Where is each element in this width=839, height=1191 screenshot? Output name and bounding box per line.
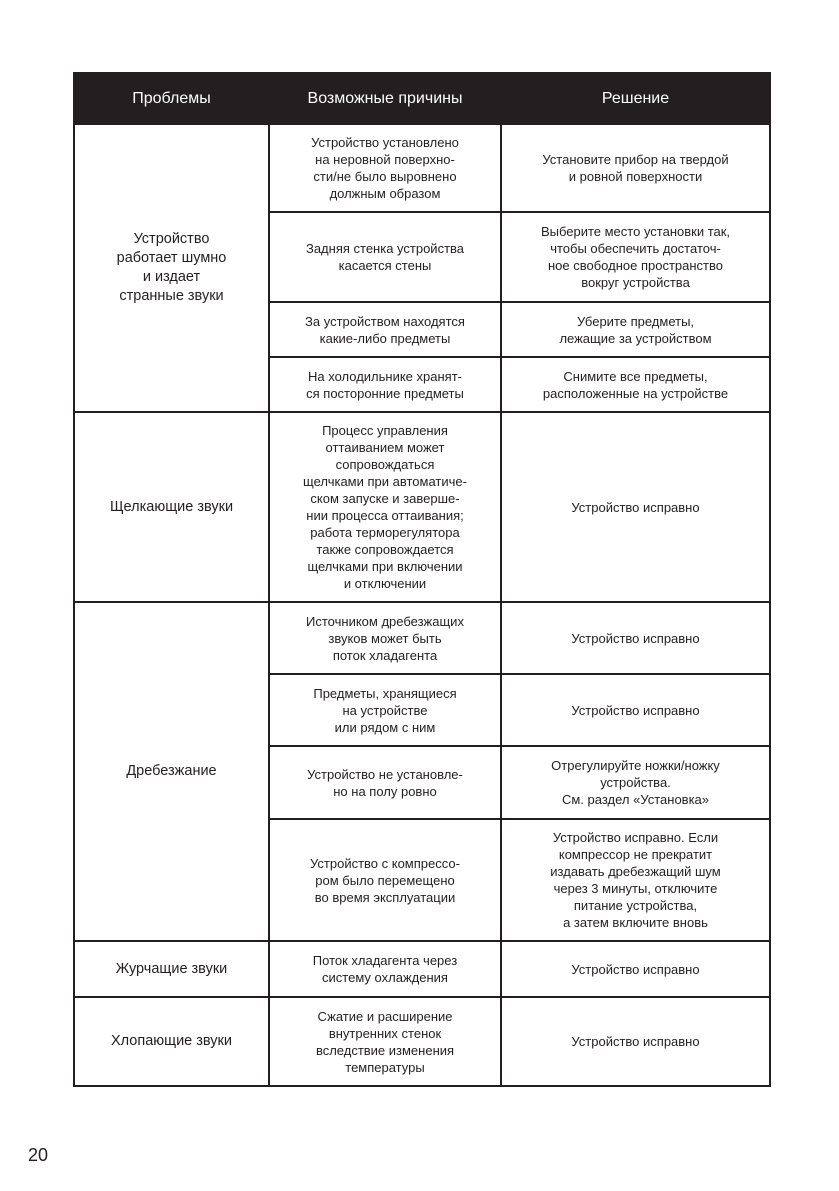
cause-cell: Поток хладагента через систему охлаждения [269,941,501,997]
problem-cell: Щелкающие звуки [74,412,269,602]
cause-cell: Источником дребезжащих звуков может быть поток хладагента [269,602,501,674]
solution-cell: Установите прибор на твердой и ровной поверхности [501,124,770,212]
cause-cell: Устройство с компрессо- ром было перемещено во время эксплуатации [269,819,501,941]
problem-cell: Хлопающие звуки [74,997,269,1086]
problem-cell: Журчащие звуки [74,941,269,997]
solution-cell: Отрегулируйте ножки/ножку устройства. См. раздел «Установка» [501,746,770,819]
page-number: 20 [28,1145,49,1165]
cause-cell: За устройством находятся какие-либо предметы [269,302,501,357]
cause-cell: Устройство не установле- но на полу ровно [269,746,501,819]
solution-cell: Уберите предметы, лежащие за устройством [501,302,770,357]
solution-cell: Устройство исправно [501,997,770,1086]
problem-cell: Дребезжание [74,602,269,941]
cause-cell: Предметы, хранящиеся на устройстве или рядом с ним [269,674,501,746]
header-solution: Решение [501,73,770,124]
table-row [74,412,770,602]
table-row [74,941,770,997]
troubleshooting-table [73,72,771,1087]
solution-cell: Устройство исправно. Если компрессор не прекратит издавать дребезжащий шум через 3 минуты, отключите питание устройства, а затем включите вновь [501,819,770,941]
header-causes: Возможные причины [269,73,501,124]
problem-cell: Устройство работает шумно и издает странные звуки [74,124,269,412]
cause-cell: Задняя стенка устройства касается стены [269,212,501,302]
solution-cell: Устройство исправно [501,674,770,746]
cause-cell: Процесс управления оттаиванием может сопровождаться щелчками при автоматиче- ском запуске и заверше- нии процесса оттаивания; работа терморегулятора также сопровождается щелчками при включении и отключении [269,412,501,602]
table-header [74,73,770,124]
cause-cell: На холодильнике хранят- ся посторонние предметы [269,357,501,412]
solution-cell: Устройство исправно [501,941,770,997]
cause-cell: Сжатие и расширение внутренних стенок вследствие изменения температуры [269,997,501,1086]
table-row [74,997,770,1086]
solution-cell: Снимите все предметы, расположенные на устройстве [501,357,770,412]
table-row [74,124,770,212]
cause-cell: Устройство установлено на неровной поверхно- сти/не было выровнено должным образом [269,124,501,212]
header-problems: Проблемы [74,73,269,124]
table-row [74,602,770,674]
solution-cell: Устройство исправно [501,602,770,674]
solution-cell: Устройство исправно [501,412,770,602]
solution-cell: Выберите место установки так, чтобы обеспечить достаточ- ное свободное пространство вокруг устройства [501,212,770,302]
